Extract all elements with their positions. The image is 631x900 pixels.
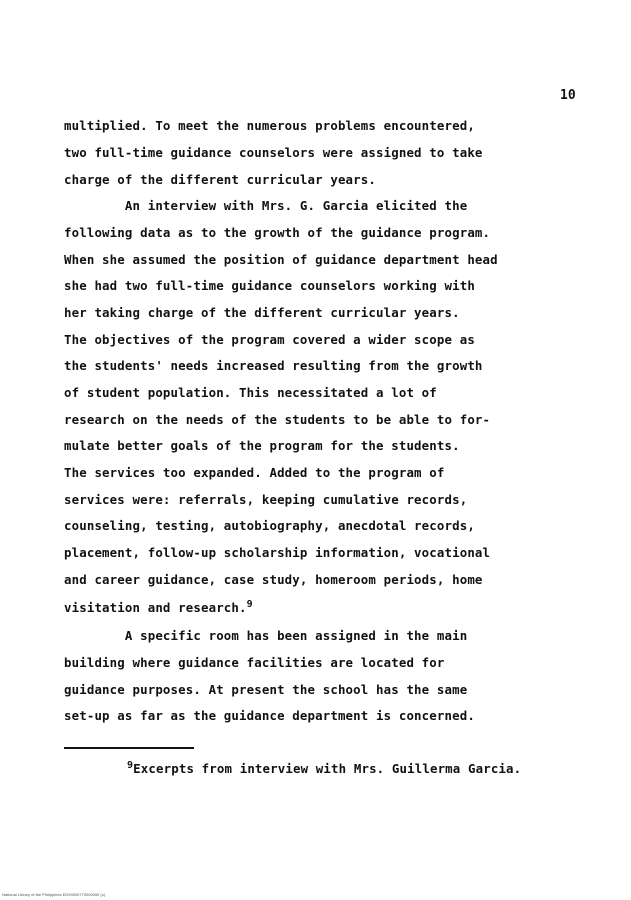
text-line: counseling, testing, autobiography, anecdotal records, <box>64 518 475 533</box>
text-line: multiplied. To meet the numerous problems encountered, <box>64 118 475 133</box>
text-line: guidance purposes. At present the school has the same <box>64 682 468 697</box>
text-line-content: visitation and research. <box>64 600 247 615</box>
text-line: An interview with Mrs. G. Garcia elicited the <box>64 198 468 213</box>
text-line: set-up as far as the guidance department is concerned. <box>64 708 475 723</box>
text-line: mulate better goals of the program for the students. <box>64 438 460 453</box>
text-line: The services too expanded. Added to the program of <box>64 465 445 480</box>
text-line: she had two full-time guidance counselors working with <box>64 278 475 293</box>
text-line: two full-time guidance counselors were assigned to take <box>64 145 483 160</box>
page-number: 10 <box>560 88 576 103</box>
archive-watermark: National Library of the Philippines ED99000770000059 (c) <box>2 892 106 897</box>
text-line-with-footnote <box>64 599 253 615</box>
text-line: The objectives of the program covered a wider scope as <box>64 332 475 347</box>
text-line: research on the needs of the students to be able to for- <box>64 412 491 427</box>
text-line: charge of the different curricular years. <box>64 172 377 187</box>
text-line: When she assumed the position of guidance department head <box>64 252 498 267</box>
footnote <box>127 760 521 776</box>
text-line: the students' needs increased resulting from the growth <box>64 358 483 373</box>
text-line: building where guidance facilities are located for <box>64 655 445 670</box>
text-line: following data as to the growth of the guidance program. <box>64 225 491 240</box>
footnote-divider <box>64 747 194 749</box>
text-line: her taking charge of the different curricular years. <box>64 305 460 320</box>
text-line: of student population. This necessitated a lot of <box>64 385 437 400</box>
footnote-reference: 9 <box>246 599 253 610</box>
text-line: A specific room has been assigned in the main <box>64 628 468 643</box>
footnote-marker: 9 <box>127 760 134 771</box>
text-line: services were: referrals, keeping cumulative records, <box>64 492 468 507</box>
text-line: placement, follow-up scholarship information, vocational <box>64 545 491 560</box>
footnote-text: Excerpts from interview with Mrs. Guillerma Garcia. <box>133 761 522 776</box>
text-line: and career guidance, case study, homeroom periods, home <box>64 572 483 587</box>
